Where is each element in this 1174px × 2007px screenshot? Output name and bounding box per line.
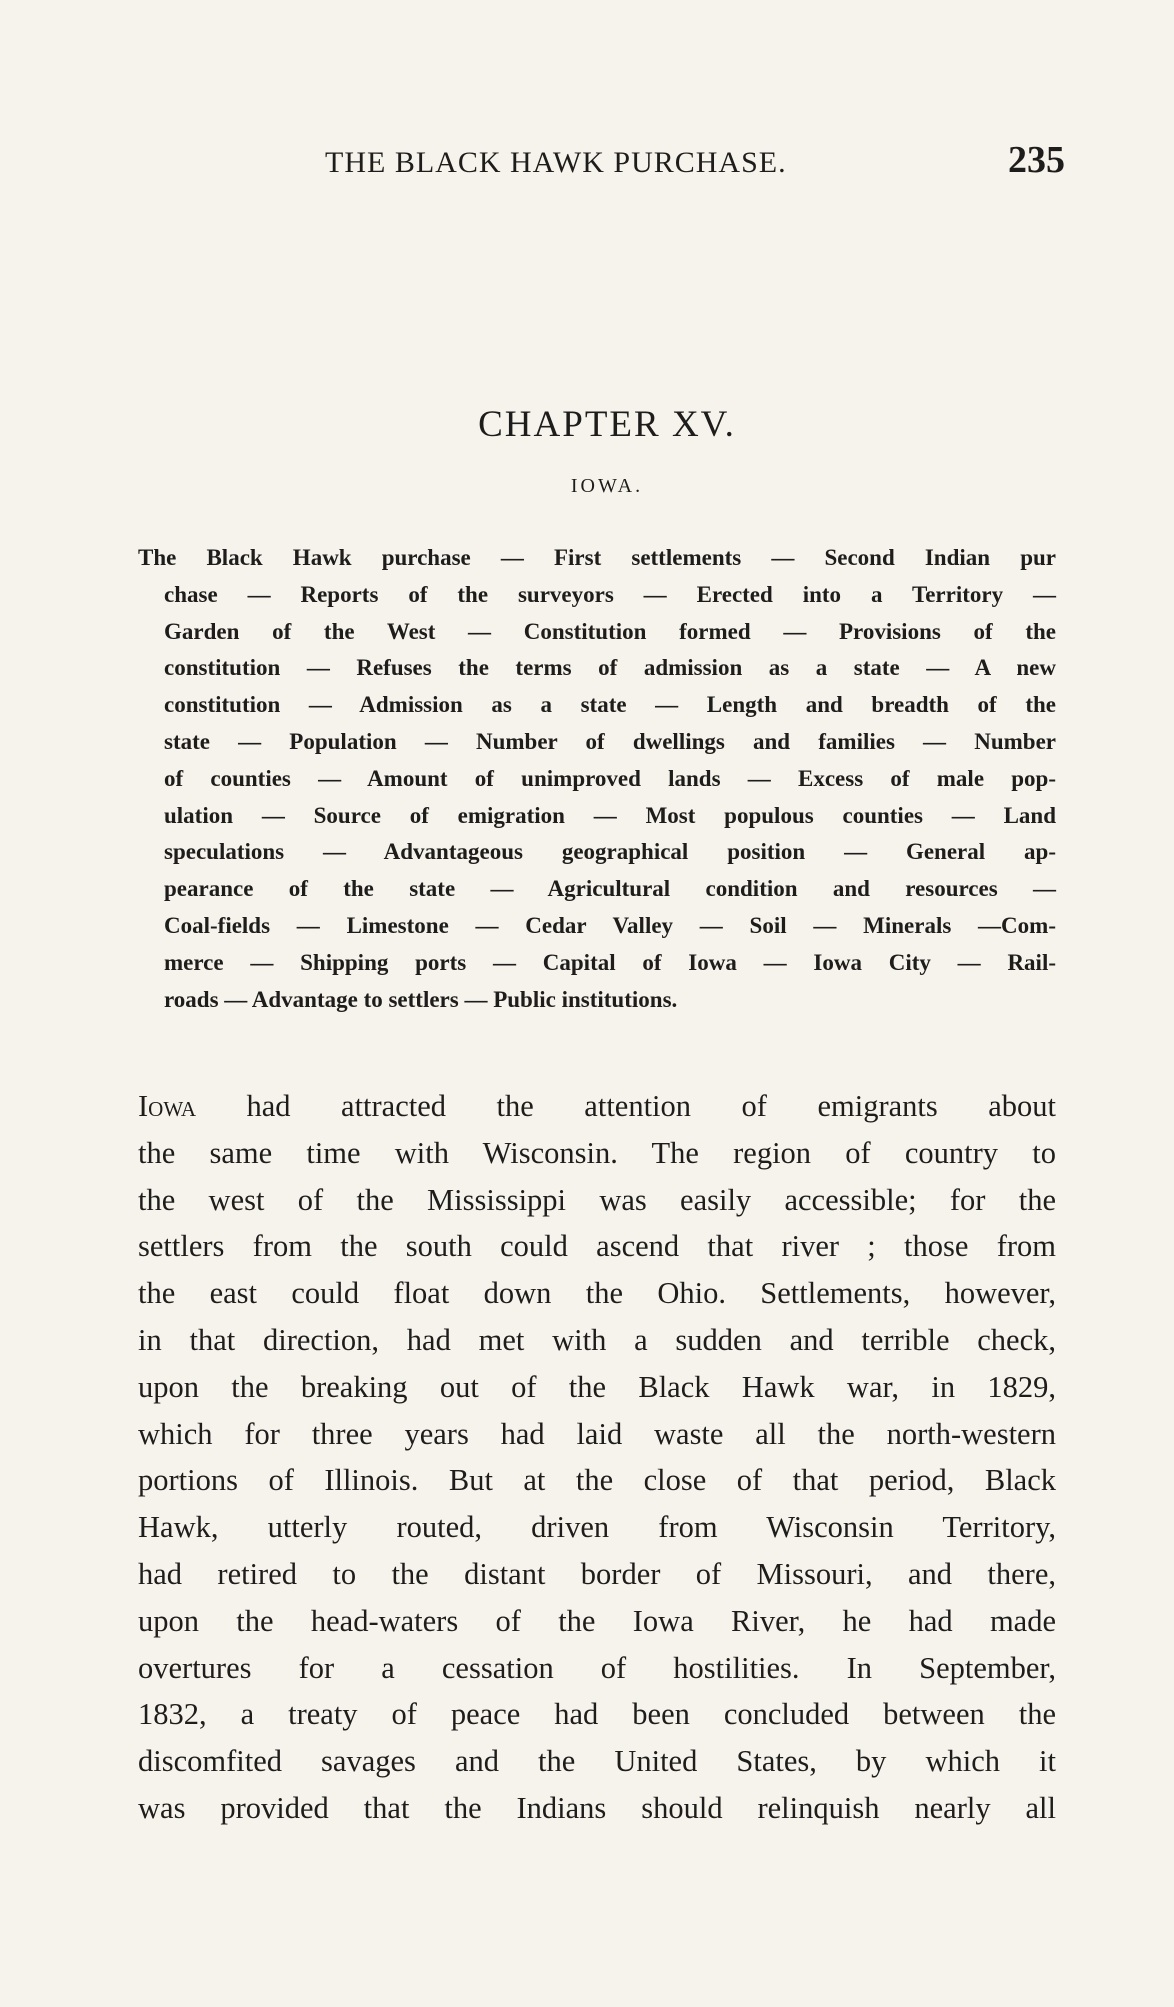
body-paragraph [138, 1083, 1056, 1832]
running-title: THE BLACK HAWK PURCHASE. [325, 146, 787, 179]
synopsis-line: constitution — Refuses the terms of admission as a state — A new [164, 655, 1056, 681]
synopsis-line: chase — Reports of the surveyors — Erected into a Territory — [164, 581, 1056, 607]
body-line: the east could float down the Ohio. Settlements, however, [138, 1276, 1056, 1311]
synopsis-line: The Black Hawk purchase — First settlements — Second Indian pur [138, 545, 1056, 570]
synopsis-line: state — Population — Number of dwellings and families — Number [164, 728, 1056, 754]
running-head [150, 138, 1070, 188]
chapter-title: CHAPTER XV. [478, 404, 736, 445]
body-line: the same time with Wisconsin. The region of country to [138, 1135, 1056, 1170]
body-line: upon the breaking out of the Black Hawk war, in 1829, [138, 1369, 1056, 1404]
first-line-rest: had attracted the attention of emigrants about [195, 1089, 1056, 1123]
body-line: the west of the Mississippi was easily accessible; for the [138, 1182, 1056, 1217]
body-line: upon the head-waters of the Iowa River, he had made [138, 1603, 1056, 1638]
page-number: 235 [1008, 139, 1065, 181]
body-line-first [138, 1083, 1056, 1130]
synopsis-line: pearance of the state — Agricultural condition and resources — [164, 876, 1056, 902]
body-line: which for three years had laid waste all the north-western [138, 1416, 1056, 1451]
synopsis-line: of counties — Amount of unimproved lands — Excess of male pop- [164, 765, 1056, 791]
body-line: settlers from the south could ascend that river ; those from [138, 1229, 1056, 1264]
synopsis-line: speculations — Advantageous geographical position — General ap- [164, 839, 1056, 865]
synopsis-line: Garden of the West — Constitution formed — Provisions of the [164, 618, 1056, 644]
synopsis-line: roads — Advantage to settlers — Public institutions. [164, 986, 678, 1012]
body-line: portions of Illinois. But at the close of that period, Black [138, 1463, 1056, 1498]
chapter-subtitle: IOWA. [570, 475, 644, 497]
body-line: overtures for a cessation of hostilities. In September, [138, 1650, 1056, 1685]
synopsis-line: ulation — Source of emigration — Most populous counties — Land [164, 802, 1056, 828]
body-line: in that direction, had met with a sudden and terrible check, [138, 1322, 1056, 1357]
synopsis-line: Coal-fields — Limestone — Cedar Valley — Soil — Minerals —Com- [164, 912, 1056, 938]
chapter-synopsis [138, 540, 1056, 1018]
synopsis-line: constitution — Admission as a state — Length and breadth of the [164, 692, 1056, 718]
synopsis-line: merce — Shipping ports — Capital of Iowa — Iowa City — Rail- [164, 949, 1056, 975]
body-line: Hawk, utterly routed, driven from Wisconsin Territory, [138, 1510, 1056, 1545]
body-line: discomfited savages and the United States, by which it [138, 1744, 1056, 1779]
body-line: had retired to the distant border of Missouri, and there, [138, 1556, 1056, 1591]
lead-word: Iowa [138, 1089, 196, 1123]
body-line: 1832, a treaty of peace had been concluded between the [138, 1697, 1056, 1732]
body-line: was provided that the Indians should relinquish nearly all [138, 1790, 1056, 1825]
